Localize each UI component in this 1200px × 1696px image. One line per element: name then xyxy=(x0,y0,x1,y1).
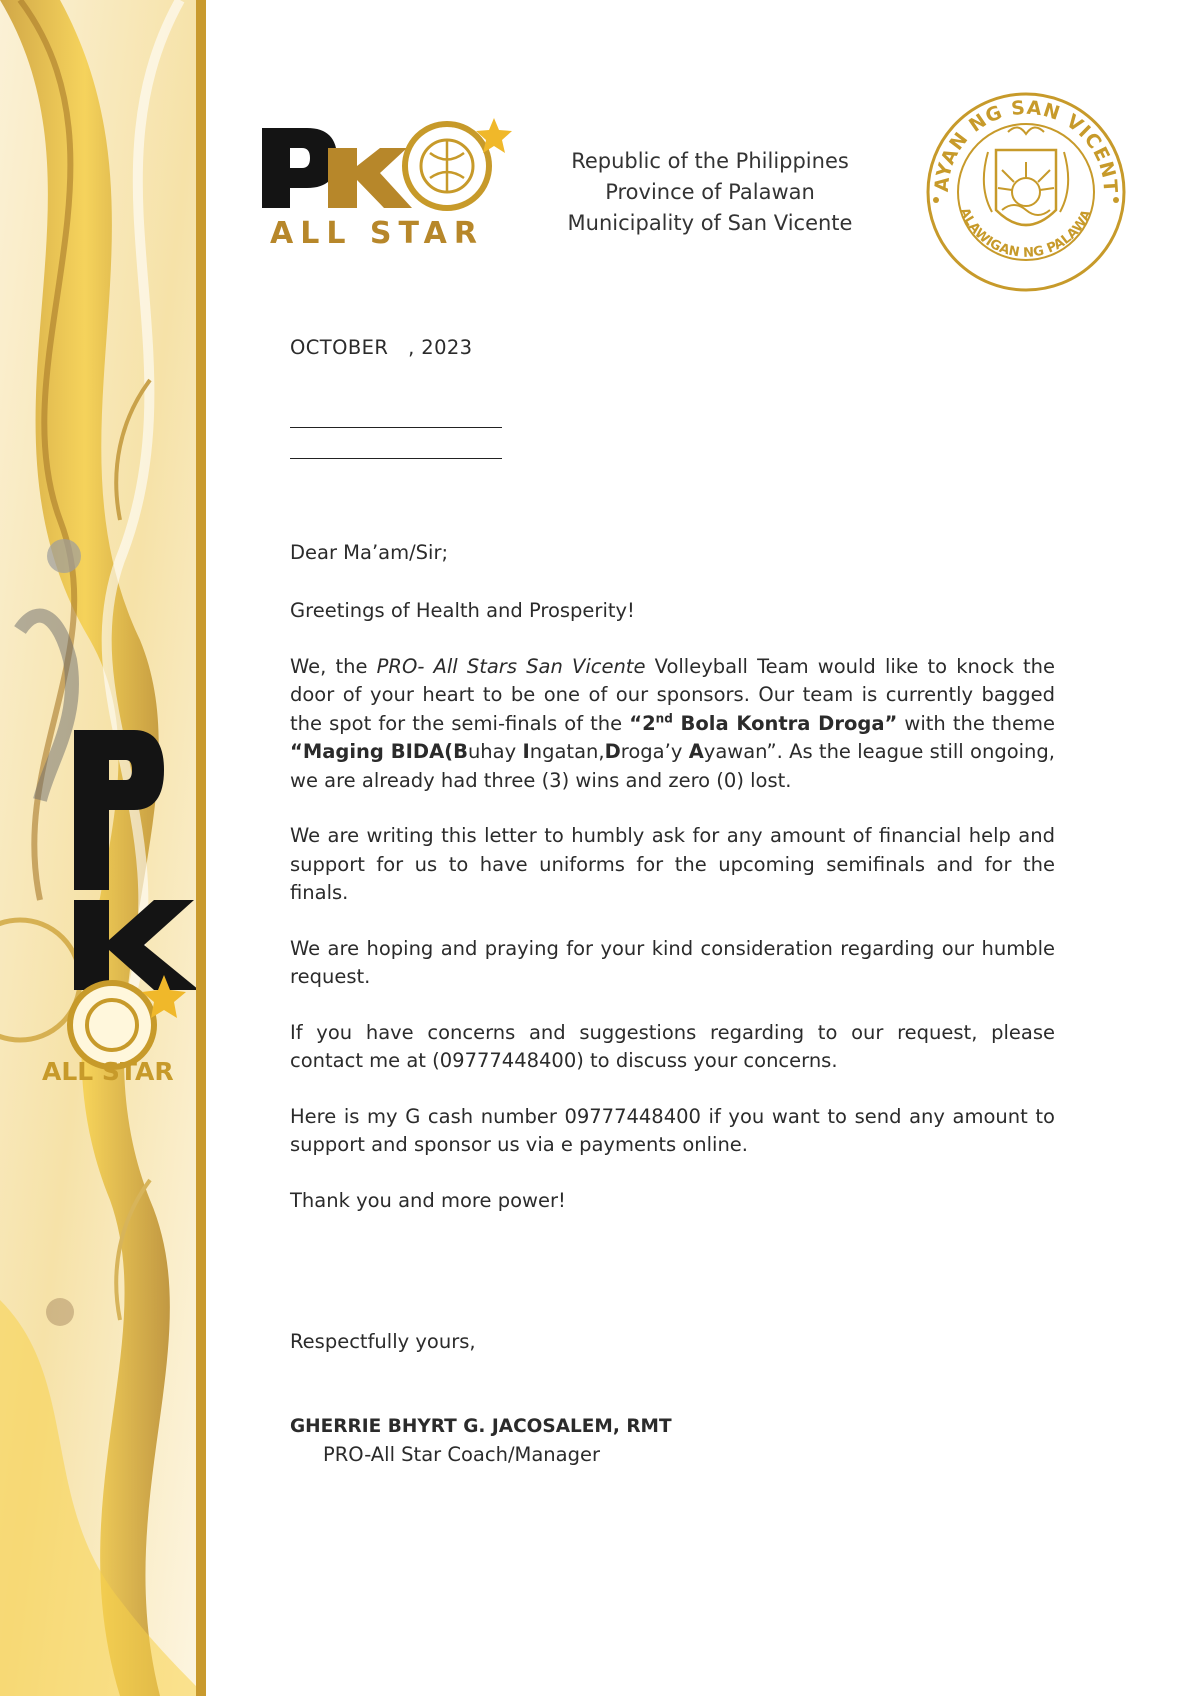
seal-graphic xyxy=(918,92,1134,292)
signer-name: GHERRIE BHYRT G. JACOSALEM, RMT xyxy=(290,1415,672,1437)
theme-part-6: roga’y xyxy=(620,740,689,763)
recipient-name-line xyxy=(290,427,502,428)
p1-text-d: As the league still ongoing, we are already had three (3) wins and zero (0) lost. xyxy=(290,740,1055,792)
banner-artwork xyxy=(0,0,206,1696)
signer-title: PRO-All Star Coach/Manager xyxy=(323,1443,600,1466)
team-name: PRO- All Stars San Vicente xyxy=(376,654,646,678)
municipal-seal xyxy=(918,92,1134,292)
event-name-open: “2 xyxy=(629,711,656,735)
theme-part-4: ngatan, xyxy=(529,740,605,763)
paragraph-introduction xyxy=(290,653,1055,796)
gov-line-province: Province of Palawan xyxy=(605,180,815,204)
pro-all-star-logo xyxy=(262,118,512,248)
paragraph-contact: If you have concerns and suggestions regarding to our request, please contact me at (09777448400) to discuss your concerns. xyxy=(290,1020,1055,1072)
theme-part-5: D xyxy=(604,740,621,763)
gov-line-municipality: Municipality of San Vicente xyxy=(567,211,853,235)
decorative-side-banner xyxy=(0,0,206,1696)
seal-top-text: AYAN NG SAN VICENT xyxy=(930,96,1122,195)
event-name-sup: nd xyxy=(655,711,673,725)
theme-part-1: “Maging BIDA(B xyxy=(290,740,468,763)
p1-text-b: Volleyball Team would like to knock the door of your heart to be one of our sponsors. Our team is currently bagged the spot for the semi-finals of the xyxy=(290,654,1056,735)
pro-logo-subtext: ALL STAR xyxy=(270,216,484,248)
paragraph-request: We are writing this letter to humbly ask for any amount of financial help and support for us to have uniforms for the upcoming semifinals and for the finals. xyxy=(290,824,1055,904)
theme-part-8: yawan”. xyxy=(703,740,783,763)
greeting: Greetings of Health and Prosperity! xyxy=(290,599,635,622)
complimentary-close: Respectfully yours, xyxy=(290,1330,476,1353)
government-header xyxy=(560,146,860,239)
letter-date: OCTOBER , 2023 xyxy=(290,336,473,359)
letter-body xyxy=(290,334,1055,1470)
paragraph-gcash: Here is my G cash number 09777448400 if you want to send any amount to support and sponsor us via e payments online. xyxy=(290,1104,1055,1156)
pro-logo-graphic xyxy=(262,118,512,248)
p1-text-c: with the theme xyxy=(897,711,1055,735)
recipient-address-line xyxy=(290,458,502,459)
theme-part-3: I xyxy=(522,740,530,763)
event-name-rest: Bola Kontra Droga” xyxy=(672,711,898,735)
banner-logo-subtext: ALL STAR xyxy=(42,1057,174,1086)
gov-line-republic: Republic of the Philippines xyxy=(571,149,849,173)
paragraph-consideration: We are hoping and praying for your kind consideration regarding our humble request. xyxy=(290,936,1055,988)
seal-bottom-text: ALAWIGAN NG PALAWA xyxy=(956,205,1095,261)
theme-part-7: A xyxy=(688,740,704,763)
closing-line: Thank you and more power! xyxy=(290,1188,566,1212)
p1-text-a: We, the xyxy=(290,654,377,678)
salutation: Dear Ma’am/Sir; xyxy=(290,540,449,564)
theme-part-2: uhay xyxy=(467,740,523,763)
event-name xyxy=(629,712,897,735)
